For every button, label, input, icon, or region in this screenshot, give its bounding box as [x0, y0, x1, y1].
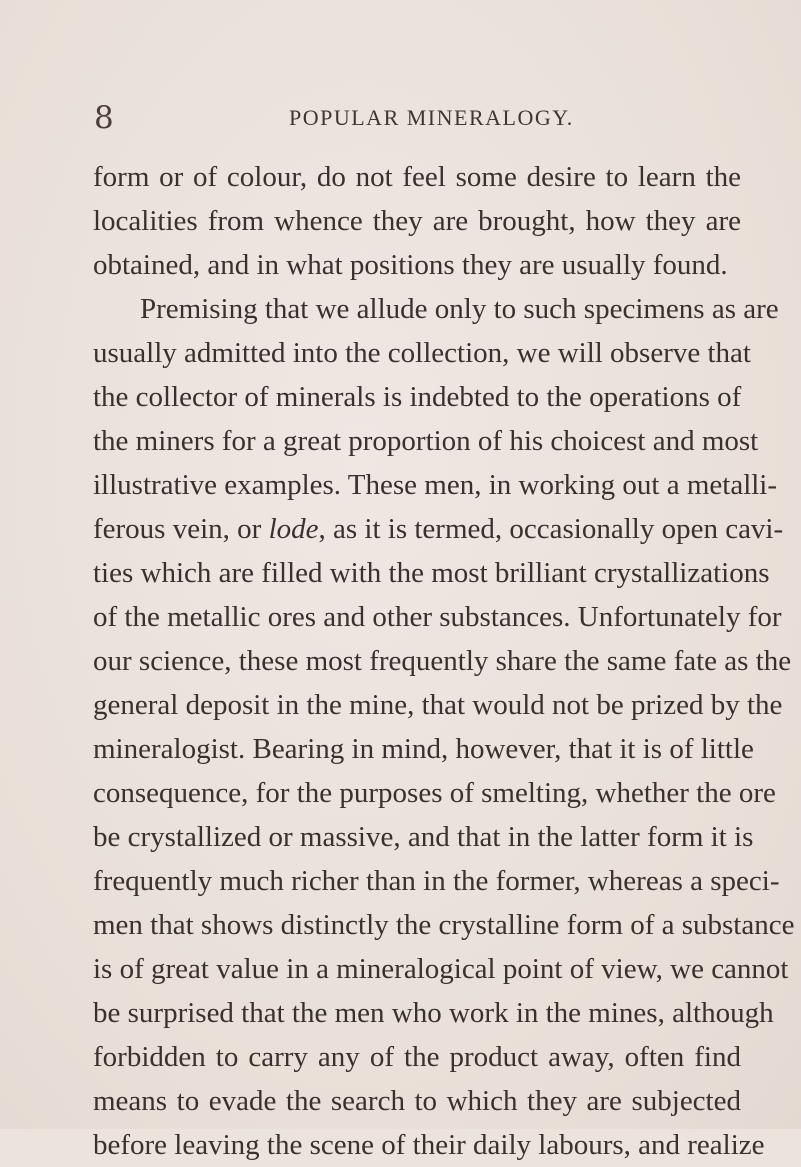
text-line: form or of colour, do not feel some desire to learn the — [93, 161, 741, 193]
text-line: the miners for a great proportion of his choicest and most — [93, 425, 759, 457]
text-segment: , as it is termed, occasionally open cavi- — [318, 513, 784, 545]
text-line: illustrative examples. These men, in working out a metalli- — [93, 469, 778, 501]
page-number: 8 — [94, 100, 114, 136]
text-line: mineralogist. Bearing in mind, however, that it is of little — [93, 733, 754, 765]
text-line: be crystallized or massive, and that in the latter form it is — [93, 821, 754, 853]
text-line: is of great value in a mineralogical point of view, we cannot — [93, 953, 789, 985]
text-line: means to evade the search to which they are subjected — [93, 1085, 741, 1117]
text-line: forbidden to carry any of the product away, often find — [93, 1041, 741, 1073]
text-line: be surprised that the men who work in the mines, although — [93, 997, 774, 1029]
text-line: obtained, and in what positions they are usually found. — [93, 249, 728, 281]
text-line — [93, 507, 784, 551]
running-head: POPULAR MINERALOGY. — [289, 105, 574, 130]
text-line: before leaving the scene of their daily labours, and realize — [93, 1129, 765, 1161]
text-line: general deposit in the mine, that would not be prized by the — [93, 689, 783, 721]
text-line: our science, these most frequently share the same fate as the — [93, 645, 792, 677]
body-text — [93, 155, 795, 1167]
text-line: localities from whence they are brought, how they are — [93, 205, 741, 237]
text-segment: ferous vein, or — [93, 513, 262, 545]
text-line: consequence, for the purposes of smelting, whether the ore — [93, 777, 776, 809]
text-line: of the metallic ores and other substances. Unfortunately for — [93, 601, 782, 633]
text-line: Premising that we allude only to such specimens as are — [140, 293, 779, 325]
text-line: frequently much richer than in the former, whereas a speci- — [93, 865, 780, 897]
text-line: usually admitted into the collection, we will observe that — [93, 337, 751, 369]
text-line: the collector of minerals is indebted to the operations of — [93, 381, 742, 413]
text-line: men that shows distinctly the crystalline form of a substance — [93, 909, 795, 941]
text-line: ties which are filled with the most brilliant crystallizations — [93, 557, 770, 589]
italic-term: lode — [268, 513, 319, 545]
